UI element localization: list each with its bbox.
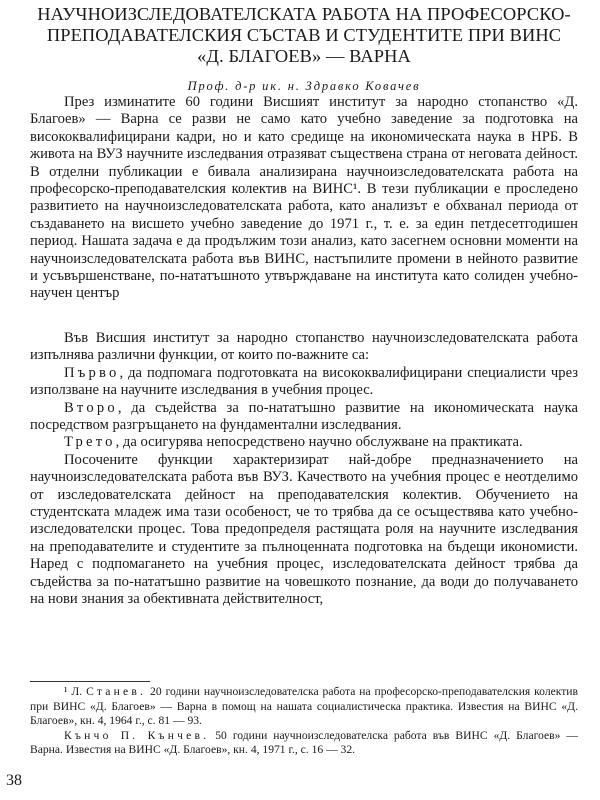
intro-paragraph: През изминатите 60 години Висшият институт за народно стопанство «Д. Благоев» — Варна се разви не само като учебно заведение за подготовка на висококвалифицирани кадри, но и като средище на икономическата наука в НРБ. В живота на ВУЗ научните изследвания отразяват съществена страна от неговата дейност. В отделни публикации е бивала анализирана научноизследователската работа на професорско-преподавателския колектив на ВИНС¹. В тези публикации е проследено развитието на научноизследователската работа, като анализът е обхванал периода от създаването на висшето учебно заведение до 1971 г., т. е. за един петдесетгодишен период. Нашата задача е да продължим този анализ, като засегнем основни моменти на научноизследователската работа във ВИНС, настъпилите промени в нейното развитие и усъвършенстване, по-нататъшното утвърждаване на института като солиден учебно-научен център (30, 94, 578, 302)
functions-intro-paragraph: Във Висшия институт за народно стопанство научноизследователската работа изпълнява различни функции, от които по-важните са: (30, 329, 578, 364)
function-second-label: Второ (64, 399, 118, 416)
function-first-label: Първо (64, 364, 120, 381)
function-first-text: , да подпомага подготовката на висококвалифицирани специалисти чрез използване на научните изследвания в учебния процес. (30, 364, 578, 399)
closing-paragraph: Посочените функции характеризират най-добре предназначението на научноизследователската работа във ВУЗ. Качеството на учебния процес е неотделимо от изследователската дейност на преподавателския колектив. Обучението на студентската младеж има тази особеност, че то трябва да се осъществява като учебно-изследователски процес. Това предопределя растящата роля на научните изследвания на преподавателите и студентите за пълноценната подготовка на бъдещи икономисти. Наред с подпомагането на учебния процес, изследователската дейност трябва да съдейства за по-нататъшно развитие на човешкото познание, да води до получаването на нови знания за обективната действителност, (30, 451, 578, 607)
author-line: Проф. д-р ик. н. Здравко Ковачев (187, 79, 421, 93)
footnotes (30, 681, 578, 758)
page-number: 38 (6, 772, 22, 789)
section-gap (30, 303, 578, 330)
footnote-item (30, 685, 578, 729)
title-line-1: НАУЧНОИЗСЛЕДОВАТЕЛСКАТА РАБОТА НА ПРОФЕСОРСКО- (37, 4, 571, 24)
title-line-3: «Д. БЛАГОЕВ» — ВАРНА (197, 46, 411, 66)
footnote-text: 50 години научноизследователска работа във ВИНС «Д. Благоев» — Варна. Известия на ВИНС «Д. Благоев», кн. 4, 1971 г., с. 16 — 32. (30, 728, 578, 756)
function-third-paragraph (30, 434, 578, 451)
function-third-text: , да осигурява непосредствено научно обслужване на практиката. (115, 434, 523, 451)
article-title (30, 4, 578, 67)
footnote-item (30, 729, 578, 758)
title-line-2: ПРЕПОДАВАТЕЛСКИЯ СЪСТАВ И СТУДЕНТИТЕ ПРИ ВИНС (46, 25, 562, 45)
footnote-text: 20 години научноизследователска работа на професорско-преподавателския колектив при ВИНС «Д. Благоев» — Варна в помощ на нашата социалистическа практика. Известия на ВИНС «Д. Благоев», кн. 4, 1964 г., с. 81 — 93. (30, 685, 578, 727)
function-second-paragraph (30, 400, 578, 435)
function-first-paragraph (30, 365, 578, 400)
function-third-label: Трето (64, 434, 116, 451)
article-body (30, 94, 578, 608)
footnote-marker: ¹ Л. (64, 685, 83, 698)
footnote-author: Кънчо П. Кънчев. (64, 728, 210, 742)
footnote-divider (30, 681, 150, 682)
function-second-text: , да съдейства за по-нататъшно развитие на икономическата наука посредством разгръщането на фундаментални изследвания. (30, 399, 578, 433)
footnote-author: Станев. (86, 685, 147, 698)
